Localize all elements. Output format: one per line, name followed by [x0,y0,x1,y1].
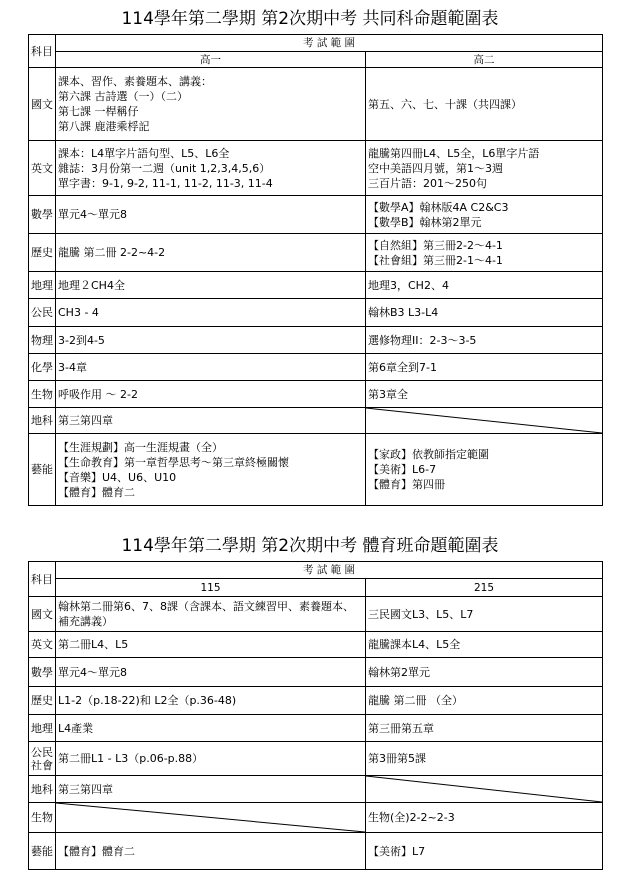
scope-cell: 【家政】依教師指定範圍 【美術】L6-7 【體育】第四冊 [366,434,603,506]
scope-cell: 單元4～單元8 [56,196,366,234]
scope-cell: 第二冊L4、L5 [56,632,366,658]
scope-cell: 選修物理II：2-3～3-5 [366,327,603,354]
scope-cell: 【美術】L7 [366,833,603,870]
scope-cell: 3-2到4-5 [56,327,366,354]
scope-cell: 龍騰課本L4、L5全 [366,632,603,658]
diagonal-slash [366,408,602,433]
scope-cell: 第二冊L1 - L3（p.06-p.88） [56,742,366,776]
exam-scope-header: 考 試 範 圍 [56,35,603,52]
subject-header: 科目 [29,35,56,68]
empty-diagonal-cell [366,408,603,434]
diagonal-slash [366,776,602,802]
subject-header: 科目 [29,562,56,597]
subject-cell: 英文 [29,141,56,196]
scope-cell: 龍騰第四冊L4、L5全，L6單字片語 空中美語四月號，第1～3週 三百片語：201～250句 [366,141,603,196]
common-exam-scope-table [28,34,603,506]
table-row [29,272,603,299]
table-row [29,141,603,196]
scope-cell: L4產業 [56,715,366,742]
scope-cell: 第3章全 [366,381,603,408]
scope-cell: 單元4～單元8 [56,658,366,687]
scope-cell: 【體育】體育二 [56,833,366,870]
subject-cell: 化學 [29,354,56,381]
exam-scope-header: 考 試 範 圍 [56,562,603,579]
table-row [29,776,603,803]
table-row [29,597,603,632]
table-row [29,632,603,658]
grade1-header: 高一 [56,52,366,68]
table-row [29,381,603,408]
scope-cell: 龍騰 第二冊 2-2~4-2 [56,234,366,272]
subject-cell: 數學 [29,658,56,687]
subject-cell: 物理 [29,327,56,354]
scope-cell: 第6章全到7-1 [366,354,603,381]
subject-cell: 生物 [29,803,56,833]
subject-cell: 英文 [29,632,56,658]
subject-cell: 地理 [29,715,56,742]
scope-cell: CH3 - 4 [56,299,366,327]
empty-diagonal-cell [56,803,366,833]
scope-cell: 翰林第二冊第6、7、8課（含課本、語文練習甲、素養題本、補充講義） [56,597,366,632]
table-row [29,434,603,506]
scope-cell: 地理２CH4全 [56,272,366,299]
diagonal-slash [56,803,365,832]
table-row [29,687,603,715]
table-row [29,803,603,833]
table-row [29,196,603,234]
table-row [29,658,603,687]
subject-cell: 公民 [29,299,56,327]
scope-cell: L1-2（p.18-22)和 L2全（p.36-48) [56,687,366,715]
subject-cell: 數學 [29,196,56,234]
scope-cell: 第五、六、七、十課（共四課） [366,68,603,141]
scope-cell: 【生涯規劃】高一生涯規畫（全） 【生命教育】第一章哲學思考～第三章終極關懷 【音樂】U4、U6、U10 【體育】體育二 [56,434,366,506]
subject-cell: 地科 [29,776,56,803]
subject-cell: 歷史 [29,687,56,715]
class-215-header: 215 [366,579,603,597]
subject-cell: 藝能 [29,434,56,506]
table2-title: 114學年第二學期 第2次期中考 體育班命題範圍表 [121,536,499,556]
subject-cell: 生物 [29,381,56,408]
scope-cell: 課本、習作、素養題本、講義： 第六課 古詩選（一）（二） 第七課 一桿稱仔 第八課 鹿港乘桴記 [56,68,366,141]
table-row [29,234,603,272]
scope-cell: 龍騰 第二冊 （全） [366,687,603,715]
subject-cell: 國文 [29,68,56,141]
grade2-header: 高二 [366,52,603,68]
scope-cell: 第三冊第五章 [366,715,603,742]
scope-cell: 呼吸作用 ～ 2-2 [56,381,366,408]
scope-cell: 3-4章 [56,354,366,381]
table-row [29,408,603,434]
scope-cell: 【自然組】第三冊2-2～4-1 【社會組】第三冊2-1～4-1 [366,234,603,272]
table-row [29,354,603,381]
table1-title: 114學年第二學期 第2次期中考 共同科命題範圍表 [121,9,499,29]
table-row [29,715,603,742]
table-row [29,833,603,870]
scope-cell: 【數學A】翰林版4A C2&C3 【數學B】翰林第2單元 [366,196,603,234]
subject-cell: 公民社會 [29,742,56,776]
scope-cell: 三民國文L3、L5、L7 [366,597,603,632]
table-row [29,299,603,327]
subject-cell: 地理 [29,272,56,299]
table-row [29,327,603,354]
scope-cell: 翰林B3 L3-L4 [366,299,603,327]
scope-cell: 生物(全)2-2~2-3 [366,803,603,833]
class-115-header: 115 [56,579,366,597]
scope-cell: 第3冊第5課 [366,742,603,776]
scope-cell: 翰林第2單元 [366,658,603,687]
empty-diagonal-cell [366,776,603,803]
subject-cell: 藝能 [29,833,56,870]
subject-cell: 國文 [29,597,56,632]
scope-cell: 地理3，CH2、4 [366,272,603,299]
scope-cell: 第三第四章 [56,776,366,803]
table-row [29,742,603,776]
scope-cell: 課本：L4單字片語句型、L5、L6全 雜誌：3月份第一二週（unit 1,2,3,4,5,6） 單字書：9-1, 9-2, 11-1, 11-2, 11-3, 11-4 [56,141,366,196]
subject-cell: 歷史 [29,234,56,272]
table-row [29,68,603,141]
subject-cell: 地科 [29,408,56,434]
sports-class-exam-scope-table [28,561,603,870]
scope-cell: 第三第四章 [56,408,366,434]
